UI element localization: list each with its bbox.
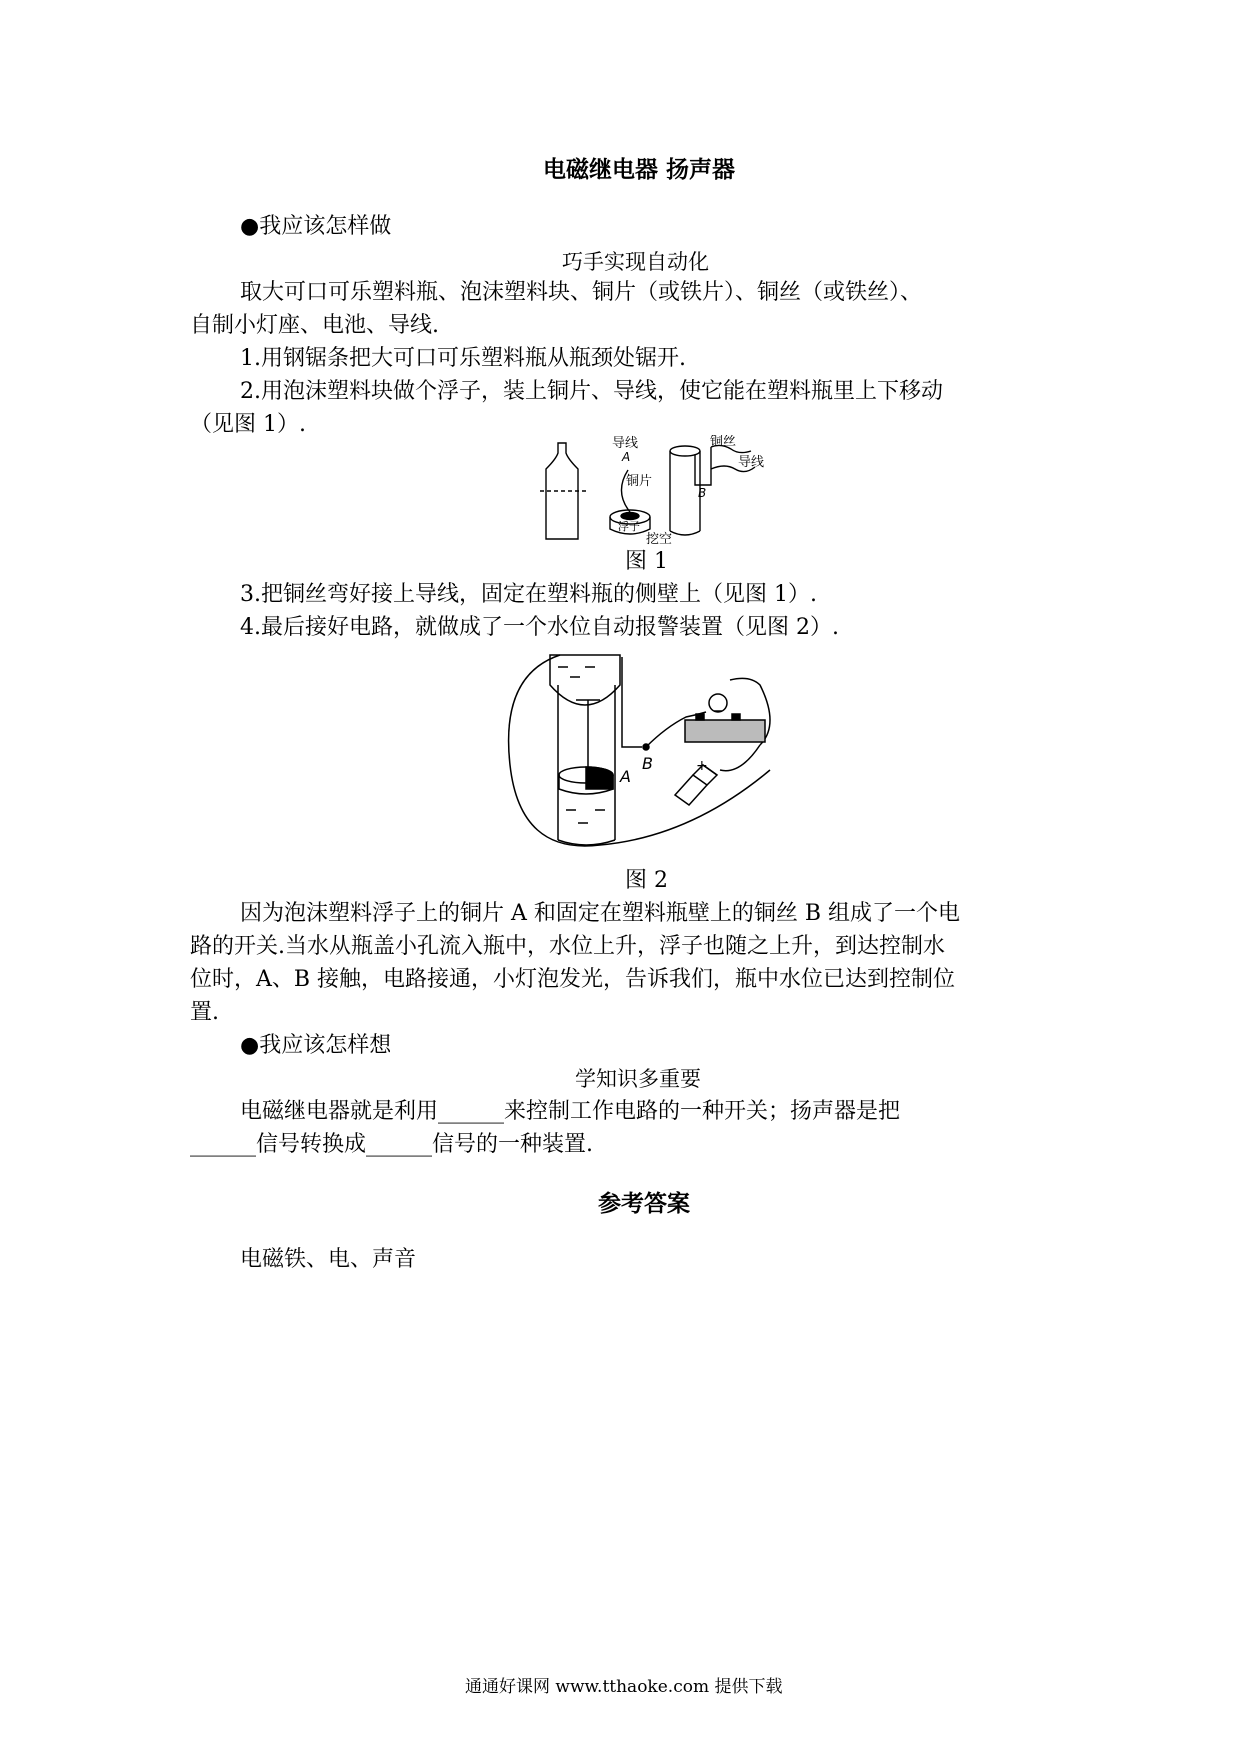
step-2-line2: （见图 1）. [190,412,306,437]
fig2-label-A: A [620,767,631,786]
fig2-label-B: B [642,754,653,773]
page-footer: 通通好课网 www.tthaoke.com 提供下载 [465,1677,783,1697]
fig1-label-copper-sheet: 铜片 [626,474,653,489]
materials-line1: 取大可口可乐塑料瓶、泡沫塑料块、铜片（或铁片）、铜丝（或铁丝）、 [240,280,923,305]
figure-1-diagram [530,435,790,545]
question-line2: ______信号转换成______信号的一种装置. [190,1132,593,1157]
page-title: 电磁继电器 扬声器 [543,157,736,183]
materials-line2: 自制小灯座、电池、导线. [190,313,439,338]
fig1-label-float: 浮子 [618,520,640,533]
section1-subtitle: 巧手实现自动化 [562,250,709,274]
step-1: 1.用钢锯条把大可口可乐塑料瓶从瓶颈处锯开. [240,346,686,371]
section2-heading: ●我应该怎样想 [240,1033,392,1058]
explain-line4: 置. [190,1000,219,1025]
step-4: 4.最后接好电路，就做成了一个水位自动报警装置（见图 2）. [240,615,839,640]
fig1-label-B: B [698,486,707,500]
step-3: 3.把铜丝弯好接上导线，固定在塑料瓶的侧壁上（见图 1）. [240,582,817,607]
funnel-top [550,655,620,705]
section2-subtitle: 学知识多重要 [575,1067,701,1091]
figure-1-caption: 图 1 [625,549,668,574]
figure-2-caption: 图 2 [625,868,668,893]
fig1-label-copper-wire: 铜丝 [710,435,737,449]
lamp-base [685,720,765,742]
step-2-line1: 2.用泡沫塑料块做个浮子，装上铜片、导线，使它能在塑料瓶里上下移动 [240,379,943,404]
answer-text: 电磁铁、电、声音 [240,1247,417,1272]
fig1-label-hollow: 挖空 [646,532,673,545]
figure-2-diagram [500,645,800,860]
explain-line1: 因为泡沫塑料浮子上的铜片 A 和固定在塑料瓶壁上的铜丝 B 组成了一个电 [240,901,961,926]
explain-line3: 位时，A、B 接触，电路接通，小灯泡发光，告诉我们，瓶中水位已达到控制位 [190,967,956,992]
section1-heading: ●我应该怎样做 [240,214,392,239]
fig2-label-plus: + [696,758,708,774]
bulb [709,694,727,712]
fig1-label-wire-left: 导线 [612,436,639,451]
fig1-label-wire-right: 导线 [738,455,765,470]
fig1-label-A: A [622,450,631,464]
explain-line2: 路的开关.当水从瓶盖小孔流入瓶中，水位上升，浮子也随之上升，到达控制水 [190,934,945,959]
answer-heading: 参考答案 [598,1191,690,1217]
question-line1: 电磁继电器就是利用______来控制工作电路的一种开关；扬声器是把 [240,1099,901,1124]
